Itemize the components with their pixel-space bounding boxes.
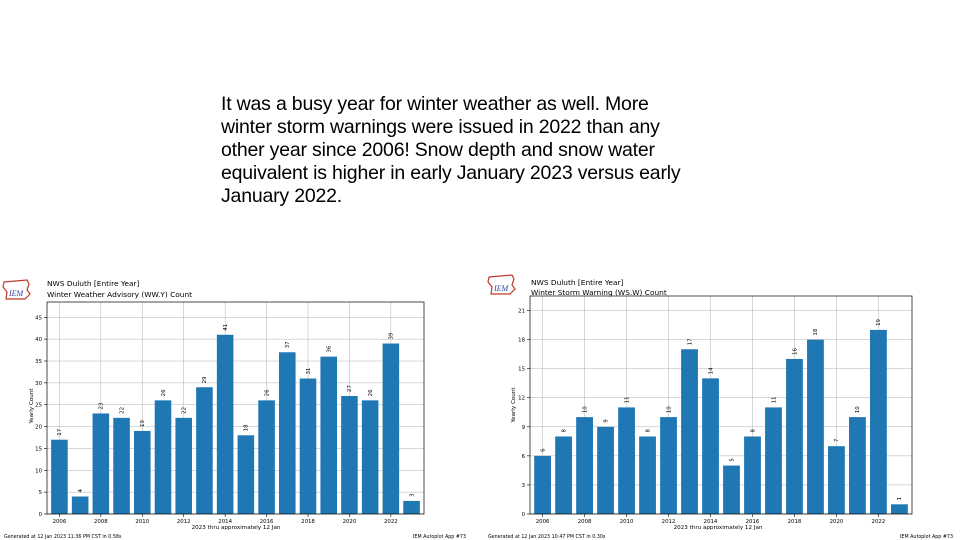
bar	[383, 344, 400, 514]
bar-value-label: 7	[834, 438, 841, 443]
bar	[258, 400, 275, 514]
chart-svg	[0, 272, 470, 540]
y-tick-label: 6	[521, 453, 525, 460]
bar-value-label: 26	[160, 389, 167, 397]
bar	[93, 413, 110, 514]
y-tick-label: 0	[38, 512, 42, 518]
bar	[618, 407, 635, 514]
x-tick-label: 2010	[619, 519, 634, 525]
bar-value-label: 18	[243, 424, 250, 432]
y-tick-label: 10	[35, 468, 42, 475]
x-tick-label: 2008	[577, 519, 592, 525]
y-tick-label: 0	[521, 512, 525, 518]
bar-value-label: 26	[367, 389, 374, 397]
chart-svg	[485, 272, 960, 540]
bar-value-label: 10	[855, 406, 862, 414]
bar	[134, 431, 151, 514]
bar-value-label: 5	[729, 458, 736, 462]
x-tick-label: 2020	[829, 519, 844, 525]
bar-value-label: 16	[792, 348, 799, 355]
x-tick-label: 2022	[871, 519, 886, 525]
bar	[723, 466, 740, 514]
bar-value-label: 9	[603, 419, 610, 423]
y-axis-label: Yearly Count	[511, 387, 517, 423]
x-tick-label: 2010	[135, 519, 150, 525]
iem-logo-text: IEM	[9, 289, 24, 298]
bar	[702, 378, 719, 514]
bar-value-label: 3	[409, 493, 416, 497]
bar	[341, 396, 358, 514]
y-tick-label: 18	[518, 337, 525, 344]
chart-winter-storm-warning	[485, 272, 960, 540]
bar	[72, 497, 89, 514]
bar	[403, 501, 420, 514]
bar-value-label: 23	[98, 402, 105, 410]
y-tick-label: 35	[35, 359, 42, 366]
x-axis-label: 2023 thru approximately 12 Jan	[673, 525, 763, 531]
bar-value-label: 10	[582, 406, 589, 414]
bar-value-label: 26	[264, 389, 271, 397]
bar	[765, 407, 782, 514]
bar-value-label: 10	[666, 406, 673, 414]
bar-value-label: 29	[202, 376, 209, 384]
y-tick-label: 45	[35, 315, 42, 322]
bar-value-label: 37	[285, 341, 292, 349]
bar	[576, 417, 593, 514]
bar	[279, 352, 296, 514]
bar	[300, 378, 317, 514]
bar	[660, 417, 677, 514]
y-tick-label: 21	[518, 308, 525, 315]
slide-text: It was a busy year for winter weather as well. More winter storm warnings were issued in 2022 than any other year since 2006! Snow depth and snow water equivalent is higher in early January 2023 versus early January 2022.	[221, 93, 681, 207]
bar	[196, 387, 213, 514]
bar-value-label: 18	[813, 328, 820, 336]
bar	[51, 440, 68, 514]
bar	[217, 335, 234, 514]
bar	[534, 456, 551, 514]
bar-value-label: 19	[140, 420, 147, 427]
bar	[639, 436, 656, 514]
x-tick-label: 2008	[93, 519, 108, 525]
x-tick-label: 2016	[745, 519, 760, 525]
bar	[849, 417, 866, 514]
x-tick-label: 2014	[218, 519, 233, 525]
x-tick-label: 2006	[535, 519, 550, 525]
y-tick-label: 30	[35, 380, 42, 387]
bar	[828, 446, 845, 514]
bar-value-label: 22	[181, 406, 188, 414]
bar	[681, 349, 698, 514]
chart-subtitle: Winter Weather Advisory (WW.Y) Count	[47, 290, 193, 299]
bar	[786, 359, 803, 514]
bar	[175, 418, 192, 514]
bar	[155, 400, 172, 514]
y-axis-label: Yearly Count	[29, 388, 35, 424]
bar-value-label: 19	[876, 319, 883, 326]
bar-value-label: 11	[771, 396, 778, 404]
x-tick-label: 2018	[787, 519, 802, 525]
y-tick-label: 25	[35, 402, 42, 409]
chart-title: NWS Duluth [Entire Year]	[531, 278, 624, 287]
bar-value-label: 22	[119, 406, 126, 414]
bar-value-label: 14	[708, 367, 715, 375]
y-tick-label: 3	[521, 482, 525, 489]
bar-value-label: 11	[624, 396, 631, 404]
y-tick-label: 15	[35, 446, 42, 453]
bar-value-label: 1	[897, 496, 904, 501]
x-tick-label: 2016	[259, 519, 274, 525]
bar-value-label: 27	[347, 385, 354, 392]
y-tick-label: 20	[35, 424, 42, 431]
bar-value-label: 4	[77, 489, 84, 493]
bar	[597, 427, 614, 514]
chart-winter-weather-advisory	[0, 272, 470, 540]
bar	[238, 435, 255, 514]
chart-subtitle: Winter Storm Warning (WS.W) Count	[531, 288, 667, 297]
x-tick-label: 2012	[661, 519, 676, 525]
footer-left: Generated at 12 Jan 2023 10:47 PM CST in 0.30s	[488, 535, 606, 540]
iem-logo	[488, 275, 515, 294]
bar-value-label: 6	[540, 448, 547, 452]
footer-right: IEM Autoplot App #73	[413, 535, 466, 540]
x-tick-label: 2018	[301, 519, 315, 525]
bar-value-label: 41	[222, 323, 229, 331]
footer-left: Generated at 12 Jan 2023 11:36 PM CST in 0.58s	[4, 535, 122, 540]
y-tick-label: 5	[38, 490, 42, 497]
chart-title: NWS Duluth [Entire Year]	[47, 279, 140, 288]
y-tick-label: 40	[35, 337, 42, 344]
bar-value-label: 39	[388, 332, 395, 340]
x-tick-label: 2006	[52, 519, 67, 525]
iem-logo	[3, 280, 30, 299]
bar	[555, 436, 572, 514]
bar-value-label: 31	[305, 367, 312, 375]
x-tick-label: 2022	[383, 519, 398, 525]
bar	[744, 436, 761, 514]
x-tick-label: 2014	[703, 519, 718, 525]
bar-value-label: 8	[645, 429, 652, 433]
bar-value-label: 17	[687, 338, 694, 346]
bar-value-label: 8	[750, 429, 757, 433]
bar-value-label: 36	[326, 345, 333, 353]
bar	[807, 340, 824, 514]
iem-logo-text: IEM	[494, 284, 509, 293]
y-tick-label: 12	[518, 395, 525, 402]
bar	[891, 504, 908, 514]
x-tick-label: 2020	[342, 519, 357, 525]
footer-right: IEM Autoplot App #73	[900, 535, 953, 540]
bar	[362, 400, 379, 514]
bar-value-label: 8	[561, 429, 568, 433]
x-tick-label: 2012	[176, 519, 191, 525]
x-axis-label: 2023 thru approximately 12 Jan	[191, 525, 281, 531]
y-tick-label: 9	[521, 424, 525, 431]
bar	[870, 330, 887, 514]
bar	[320, 357, 337, 514]
bar-value-label: 17	[57, 428, 64, 436]
bar	[113, 418, 130, 514]
y-tick-label: 15	[518, 366, 525, 373]
